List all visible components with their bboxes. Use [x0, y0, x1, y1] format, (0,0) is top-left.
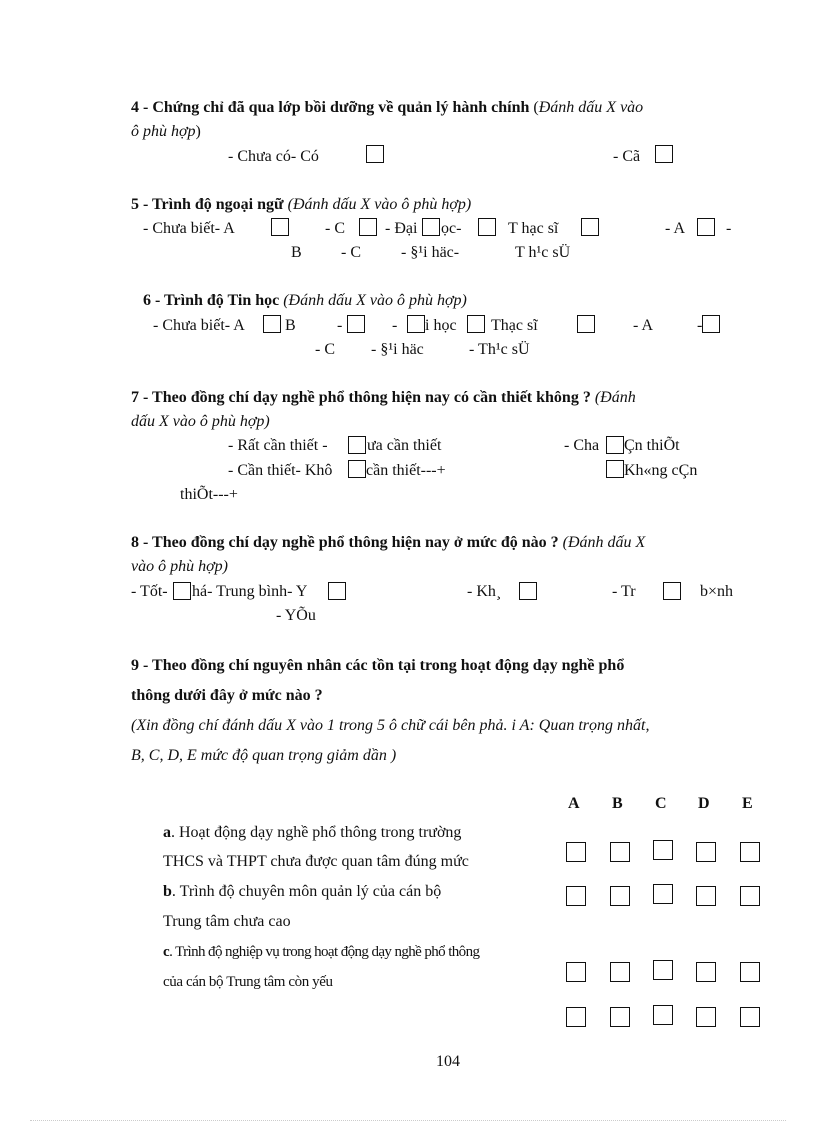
q6-opt-dash1: - [337, 317, 343, 334]
q9-hint1: (Xin đồng chí đánh dấu X vào 1 trong 5 ô chữ cái bên phả. i A: Quan trọng nhất, [131, 717, 650, 734]
q7-checkbox-1[interactable] [348, 436, 366, 454]
page-number: 104 [436, 1053, 460, 1070]
q5-alt-ths: T h¹c sÜ [515, 244, 571, 261]
q8-checkbox-1[interactable] [173, 582, 191, 600]
q5-opt-a2: - A [665, 220, 685, 237]
q4-checkbox-2[interactable] [655, 145, 673, 163]
q8-heading [131, 533, 645, 553]
q8-checkbox-2[interactable] [328, 582, 346, 600]
q6-heading [143, 291, 467, 311]
q9-b-checkbox-d[interactable] [696, 886, 716, 906]
col-header-a: A [568, 795, 580, 812]
q9-c-checkbox-a[interactable] [566, 962, 586, 982]
q8-opt-yeu: - YÕu [276, 607, 316, 624]
q9-c-checkbox-e[interactable] [740, 962, 760, 982]
q4-opt1: - Chưa có- Có [228, 148, 319, 165]
q6-hint: (Đánh dấu X vào ô phù hợp) [279, 292, 467, 309]
q4-hint-open: ( [529, 99, 539, 116]
q5-checkbox-2[interactable] [359, 218, 377, 236]
q4-heading [131, 98, 643, 118]
q9-b-checkbox-e[interactable] [740, 886, 760, 906]
q7-hint2: dấu X vào ô phù hợp) [131, 413, 270, 430]
q9-item-b-text1: . Trình độ chuyên môn quản lý của cán bộ [171, 883, 442, 900]
q9-d-checkbox-e[interactable] [740, 1007, 760, 1027]
q8-opt-kha: há- Trung bình- Y [192, 583, 308, 600]
q7-opt-1a: - Rất cần thiết - [228, 437, 328, 454]
col-header-d: D [698, 795, 710, 812]
q5-checkbox-6[interactable] [697, 218, 715, 236]
q6-alt-c: - C [315, 341, 335, 358]
q7-checkbox-2[interactable] [606, 436, 624, 454]
q5-heading [131, 195, 471, 215]
q6-checkbox-5[interactable] [577, 315, 595, 333]
q5-title: Trình độ ngoại ngữ [152, 196, 284, 213]
q5-number: 5 - [131, 196, 153, 213]
q7-opt-1b: ưa cần thiết [367, 437, 442, 454]
q5-checkbox-5[interactable] [581, 218, 599, 236]
q5-opt-dash: - [726, 220, 732, 237]
q9-number: 9 - [131, 657, 153, 674]
q5-opt-ths: T hạc sĩ [508, 220, 559, 237]
q6-checkbox-4[interactable] [467, 315, 485, 333]
q6-opt-a: - Chưa biết- A [153, 317, 245, 334]
q7-opt-3: thiÕt---+ [180, 486, 238, 503]
q5-opt-a: - Chưa biết- A [143, 220, 235, 237]
q9-heading [131, 656, 624, 676]
q9-title2: thông dưới đây ở mức nào ? [131, 687, 323, 704]
q6-checkbox-3[interactable] [407, 315, 425, 333]
q8-hint2: vào ô phù hợp) [131, 558, 228, 575]
q5-opt-dai: - Đại [385, 220, 418, 237]
q7-opt-1c: - Cha [564, 437, 600, 454]
q6-opt-a2: - A [633, 317, 653, 334]
q6-checkbox-6[interactable] [702, 315, 720, 333]
q7-number: 7 - [131, 389, 153, 406]
q7-opt-2a: - Cần thiết- Khô [228, 462, 333, 479]
q9-item-b-label: b [163, 883, 172, 900]
q9-d-checkbox-a[interactable] [566, 1007, 586, 1027]
q9-a-checkbox-c[interactable] [653, 840, 673, 860]
q9-item-c-text1: . Trình độ nghiệp vụ trong hoạt động dạy nghề phổ thông [169, 944, 480, 960]
q6-checkbox-1[interactable] [263, 315, 281, 333]
q6-alt-dai: - §¹i häc [371, 341, 424, 358]
q6-number: 6 - [143, 292, 165, 309]
q4-opt2: - Cã [613, 148, 641, 165]
q9-d-checkbox-d[interactable] [696, 1007, 716, 1027]
q7-opt-2b: cần thiết---+ [366, 462, 446, 479]
q9-b-checkbox-b[interactable] [610, 886, 630, 906]
q6-opt-ths: Thạc sĩ [491, 317, 538, 334]
q9-item-a-line2: THCS và THPT chưa được quan tâm đúng mức [163, 853, 469, 870]
q9-a-checkbox-a[interactable] [566, 842, 586, 862]
q4-hint-line2 [131, 122, 201, 142]
q6-title: Trình độ Tin học [164, 292, 280, 309]
q6-opt-dai: i học [425, 317, 457, 334]
q8-checkbox-3[interactable] [519, 582, 537, 600]
q9-b-checkbox-a[interactable] [566, 886, 586, 906]
q8-title: Theo đồng chí dạy nghề phổ thông hiện nay ở mức độ nào ? [152, 534, 559, 551]
q4-number: 4 - [131, 99, 153, 116]
q4-hint-close: ) [195, 123, 201, 140]
q8-number: 8 - [131, 534, 153, 551]
q9-item-a-label: a [163, 824, 171, 841]
q9-d-checkbox-c[interactable] [653, 1005, 673, 1025]
q6-opt-b: B [285, 317, 296, 334]
q7-checkbox-3[interactable] [348, 460, 366, 478]
q5-checkbox-4[interactable] [478, 218, 496, 236]
col-header-b: B [612, 795, 623, 812]
q5-checkbox-1[interactable] [271, 218, 289, 236]
q9-item-a-line1 [163, 823, 461, 843]
q6-opt-dash2: - [392, 317, 398, 334]
q9-item-b-line1 [163, 882, 441, 902]
q9-item-c-line2: của cán bộ Trung tâm còn yếu [163, 974, 333, 990]
q7-opt-1d: Çn thiÕt [624, 437, 680, 454]
q4-title: Chứng chỉ đã qua lớp bồi dưỡng về quản lý hành chính [152, 99, 530, 116]
q9-c-checkbox-c[interactable] [653, 960, 673, 980]
q5-opt-hoc: ọc- [441, 220, 462, 237]
q5-alt-dai: - §¹i häc- [401, 244, 460, 261]
q4-hint: Đánh dấu X vào [538, 99, 644, 116]
page-divider [30, 1120, 786, 1121]
q9-item-c-line1 [163, 942, 479, 962]
q6-alt-ths: - Th¹c sÜ [469, 341, 530, 358]
q9-item-b-line2: Trung tâm chưa cao [163, 913, 291, 930]
q5-checkbox-3[interactable] [422, 218, 440, 236]
q4-hint2: ô phù hợp [131, 123, 196, 140]
q9-c-checkbox-d[interactable] [696, 962, 716, 982]
q7-checkbox-4[interactable] [606, 460, 624, 478]
q9-item-c-label: c [163, 944, 170, 960]
q4-checkbox-1[interactable] [366, 145, 384, 163]
q8-opt-tot: - Tốt- [131, 583, 168, 600]
q6-opt-dash3: - [697, 317, 703, 334]
q7-opt-2c: Kh«ng cÇn [624, 462, 698, 479]
q9-b-checkbox-c[interactable] [653, 884, 673, 904]
q8-checkbox-4[interactable] [663, 582, 681, 600]
q9-a-checkbox-d[interactable] [696, 842, 716, 862]
q9-d-checkbox-b[interactable] [610, 1007, 630, 1027]
q7-hint1: (Đánh [590, 389, 636, 406]
q5-opt-c: - C [325, 220, 345, 237]
q5-hint: (Đánh dấu X vào ô phù hợp) [283, 196, 472, 213]
q9-item-a-text1: . Hoạt động dạy nghề phổ thông trong trường [171, 824, 462, 841]
q8-opt-kha2: - Kh¸ [467, 583, 502, 600]
q6-checkbox-2[interactable] [347, 315, 365, 333]
q5-alt-c: - C [341, 244, 361, 261]
q9-title1: Theo đồng chí nguyên nhân các tồn tại trong hoạt động dạy nghề phổ [152, 657, 625, 674]
q9-hint2: B, C, D, E mức độ quan trọng giảm dần ) [131, 747, 397, 764]
q7-title: Theo đồng chí dạy nghề phổ thông hiện nay có cần thiết không ? [152, 389, 591, 406]
q9-a-checkbox-e[interactable] [740, 842, 760, 862]
q8-opt-tb: - Tr [612, 583, 636, 600]
q8-hint1: (Đánh dấu X [558, 534, 646, 551]
q5-alt-b: B [291, 244, 302, 261]
q9-a-checkbox-b[interactable] [610, 842, 630, 862]
q7-heading [131, 388, 636, 408]
col-header-c: C [655, 795, 667, 812]
col-header-e: E [742, 795, 753, 812]
q9-c-checkbox-b[interactable] [610, 962, 630, 982]
q8-opt-binh: b×nh [700, 583, 734, 600]
